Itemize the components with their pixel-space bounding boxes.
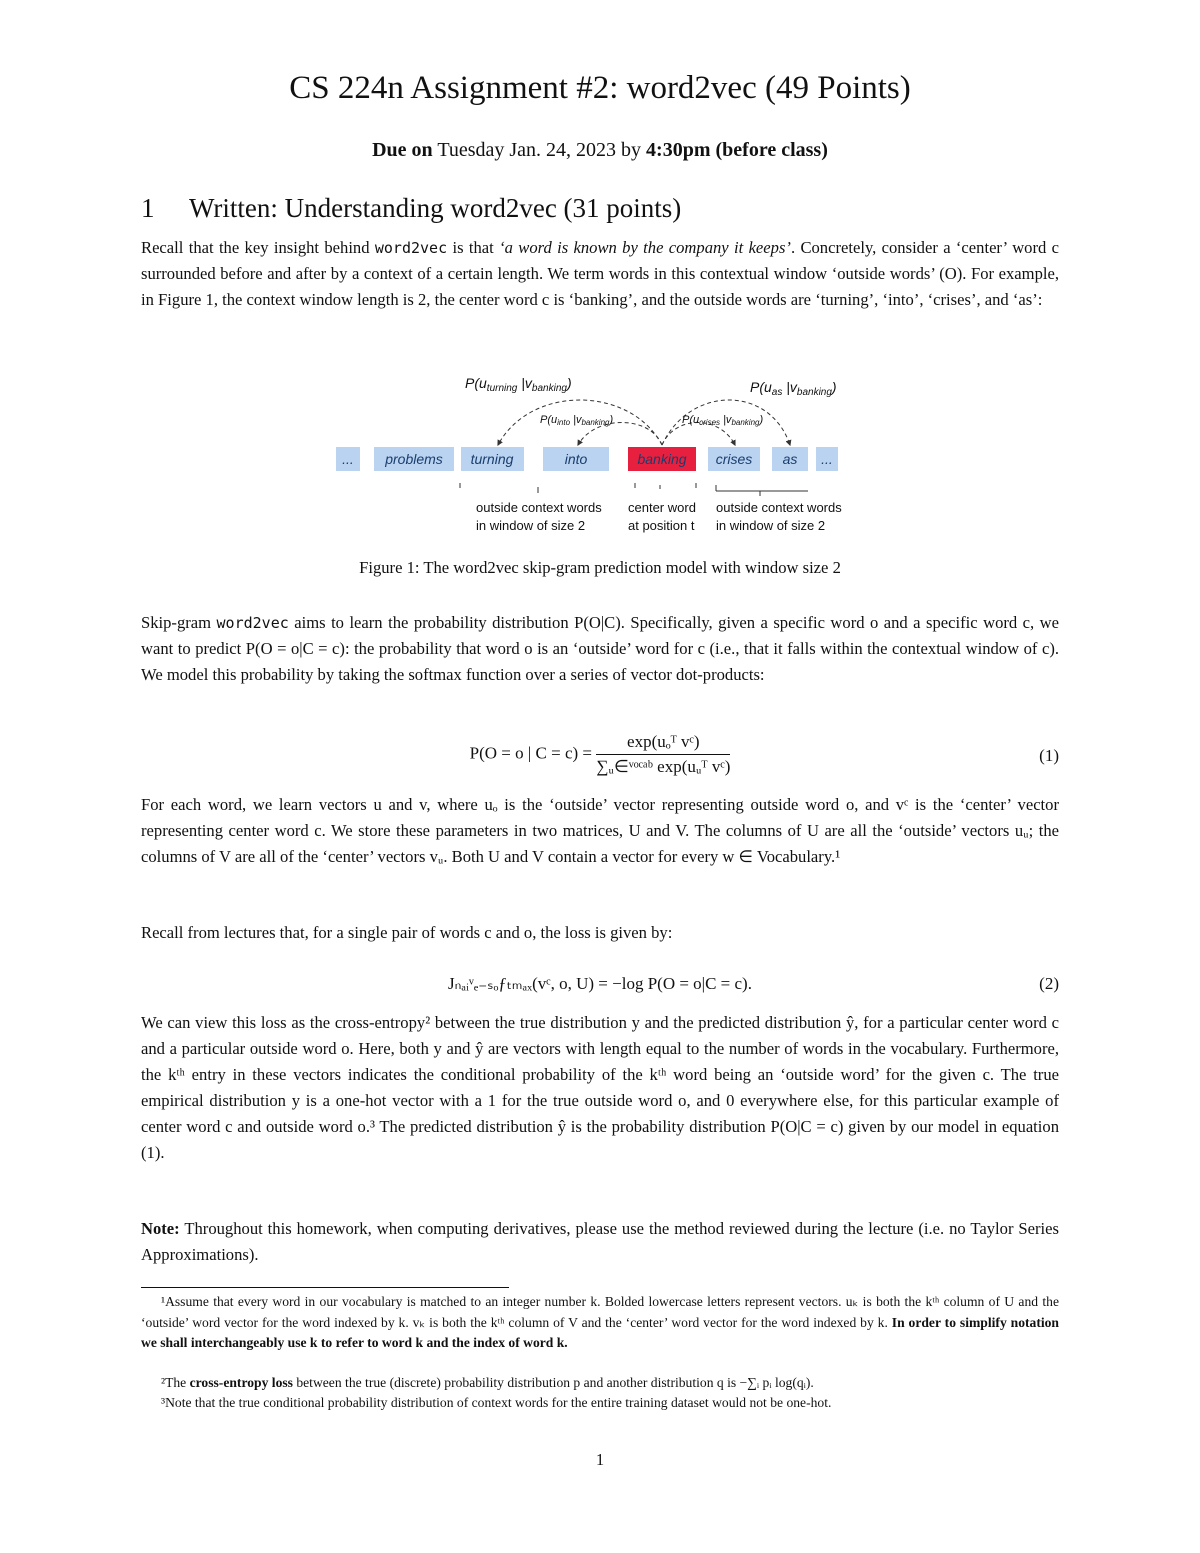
equation-2 bbox=[141, 974, 1059, 1000]
footnote-3: ³Note that the true conditional probability distribution of context words for the entire training dataset would not be one-hot. bbox=[161, 1395, 832, 1410]
token-5: crises bbox=[715, 451, 753, 467]
skipgram-code: word2vec bbox=[216, 614, 289, 632]
footnote-2-text-a: ²The bbox=[161, 1375, 190, 1390]
footnote-1-bold: In order to simplify notation we shall interchangeably use k to refer to word k and the index of word k. bbox=[141, 1314, 1059, 1350]
note-label: Note: bbox=[141, 1219, 180, 1238]
section-number: 1 bbox=[141, 193, 155, 223]
intro-text-c: . Concretely, consider a ‘center’ word c surrounded before and after by a context of a certain length. We term words in this contextual window ‘outside words’ (O). For example, in Figure 1, the context window length is 2, the center word c is ‘banking’, and the outside words are ‘turning’, ‘into’, ‘crises’, and ‘as’: bbox=[141, 238, 1060, 309]
document-title: CS 224n Assignment #2: word2vec (49 Points) bbox=[289, 70, 911, 106]
cross-entropy-paragraph: We can view this loss as the cross-entropy² between the true distribution y and the predicted distribution ŷ, for a particular center word c and a particular outside word o. Here, both y and ŷ are vectors with length equal to the number of words in the vocabulary. Furthermore, the kᵗʰ entry in these vectors indicates the conditional probability of the kᵗʰ word being an ‘outside word’ for the given c. The true empirical distribution y is a one-hot vector with a 1 for the true outside word o, and 0 everywhere else, for this particular example of center word c and outside word o.³ The predicted distribution ŷ is the probability distribution P(O|C = c) given by our model in equation (1). bbox=[141, 1013, 1059, 1162]
eq2-body: Jₙₐᵢᵛₑ₋ₛₒƒₜₘₐₓ(vᶜ, o, U) = −log P(O = o|C = c). bbox=[448, 974, 752, 993]
eq1-fraction bbox=[596, 732, 730, 777]
label-left-1: outside context words bbox=[476, 500, 602, 515]
due-by: by bbox=[621, 139, 642, 161]
skipgram-figure bbox=[330, 365, 870, 545]
note-text: Throughout this homework, when computing derivatives, please use the method reviewed during the lecture (i.e. no Taylor Series Approximations). bbox=[141, 1219, 1059, 1264]
token-7: ... bbox=[821, 451, 833, 467]
label-center-1: center word bbox=[628, 500, 696, 515]
due-date-line bbox=[0, 139, 1200, 162]
due-day: Tuesday Jan. 24, 2023 bbox=[437, 139, 617, 161]
token-2: turning bbox=[470, 451, 514, 467]
footnote-2-text-b: between the true (discrete) probability distribution p and another distribution q is −∑ᵢ pᵢ log(qᵢ). bbox=[292, 1375, 814, 1390]
footnote-rule bbox=[141, 1287, 509, 1288]
token-row bbox=[336, 447, 838, 471]
label-right-1: outside context words bbox=[716, 500, 842, 515]
prob-label-turning: $P(u_{turning}$ $|v_{banking}$) bbox=[465, 375, 572, 394]
note-paragraph bbox=[141, 1216, 1059, 1268]
due-prefix: Due on bbox=[372, 139, 433, 161]
section-heading bbox=[141, 193, 681, 224]
footnote-2-bold: cross-entropy loss bbox=[189, 1375, 293, 1390]
footnote-1 bbox=[141, 1292, 1059, 1354]
intro-paragraph bbox=[141, 235, 1059, 313]
figure-caption: Figure 1: The word2vec skip-gram prediction model with window size 2 bbox=[359, 558, 841, 577]
prob-label-as: $P(u_{as}$ $|v_{banking}$) bbox=[750, 379, 837, 398]
prob-label-crises: P(ucrises |vbanking) bbox=[682, 414, 764, 427]
vectors-paragraph: For each word, we learn vectors u and v, where uₒ is the ‘outside’ vector representing outside word o, and vᶜ is the ‘center’ vector representing center word c. We store these parameters in two matrices, U and V. The columns of U are all the ‘outside’ vectors uᵤ; the columns of V are all of the ‘center’ vectors vᵤ. Both U and V contain a vector for every w ∈ Vocabulary.¹ bbox=[141, 795, 1059, 866]
page-number: 1 bbox=[595, 1450, 605, 1469]
loss-intro-paragraph: Recall from lectures that, for a single pair of words c and o, the loss is given by: bbox=[141, 923, 673, 942]
token-1: problems bbox=[385, 451, 443, 467]
eq1-lhs: P(O = o | C = c) = bbox=[469, 743, 597, 763]
token-6: as bbox=[782, 451, 798, 467]
token-3: into bbox=[564, 451, 588, 467]
intro-code: word2vec bbox=[374, 239, 448, 257]
skipgram-text-b: aims to learn the probability distribution P(O|C). Specifically, given a specific word o and a specific word c, we want to predict P(O = o|C = c): the probability that word o is an ‘outside’ word for c (i.e., that it falls within the contextual window of c). We model this probability by taking the softmax function over a series of vector dot-products: bbox=[141, 613, 1060, 684]
prob-label-into: P(uinto |vbanking) bbox=[540, 414, 614, 427]
footnote-1-text: ¹Assume that every word in our vocabulary is matched to an integer number k. Bolded lowercase letters represent vectors. uₖ is both the kᵗʰ column of U and the ‘outside’ word vector for the word indexed by k. vₖ is both the kᵗʰ column of V and the ‘center’ word vector for the word indexed by k. bbox=[141, 1294, 1059, 1330]
token-0: ... bbox=[342, 451, 354, 467]
intro-text-b: is that bbox=[447, 238, 500, 257]
intro-quote: ‘a word is known by the company it keeps’ bbox=[499, 238, 791, 257]
intro-text-a: Recall that the key insight behind bbox=[141, 238, 375, 257]
due-time: 4:30pm bbox=[646, 139, 711, 161]
skipgram-text-a: Skip-gram bbox=[141, 613, 217, 632]
skipgram-paragraph bbox=[141, 610, 1059, 688]
equation-1 bbox=[141, 732, 1059, 788]
eq1-denominator: ∑ᵤ∈ᵛᵒᶜᵃᵇ exp(uᵤᵀ vᶜ) bbox=[596, 757, 731, 776]
label-right-2: in window of size 2 bbox=[716, 518, 826, 533]
eq2-number: (2) bbox=[1039, 974, 1059, 993]
label-center-2: at position t bbox=[628, 518, 695, 533]
due-suffix: (before class) bbox=[715, 139, 828, 161]
eq1-numerator: exp(uₒᵀ vᶜ) bbox=[596, 732, 730, 755]
token-4: banking bbox=[637, 451, 687, 467]
label-left-2: in window of size 2 bbox=[476, 518, 586, 533]
eq1-number: (1) bbox=[1039, 746, 1059, 765]
footnote-2 bbox=[141, 1373, 1059, 1394]
section-title: Written: Understanding word2vec (31 points) bbox=[189, 193, 682, 223]
